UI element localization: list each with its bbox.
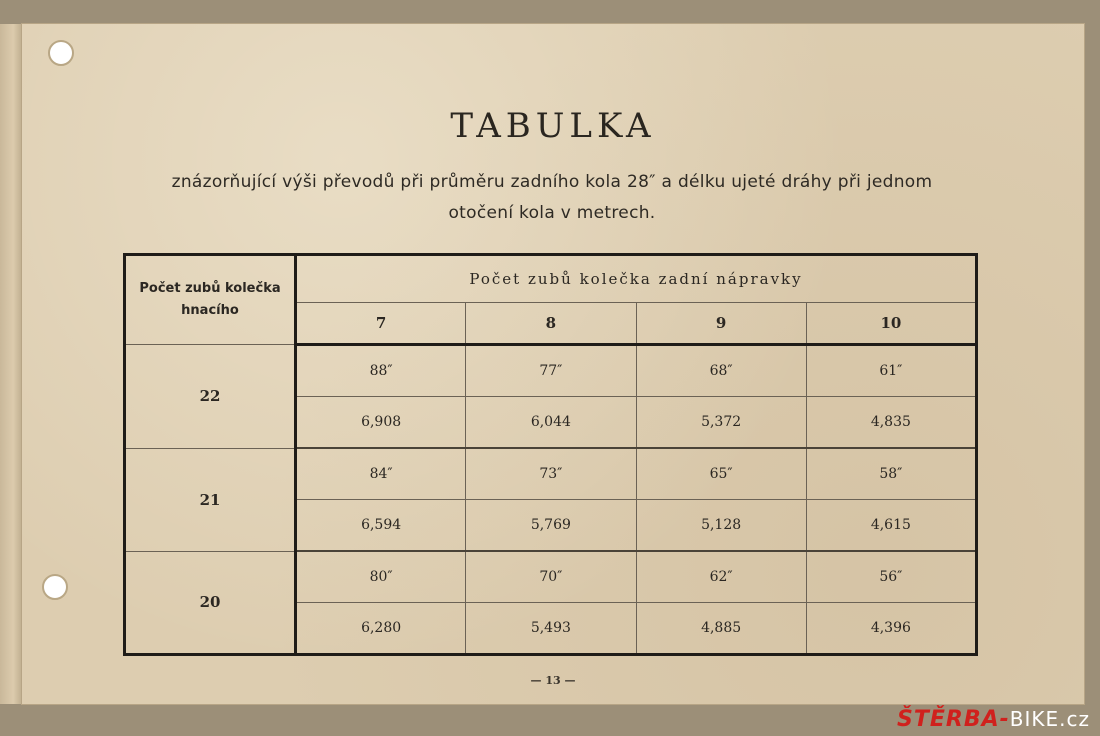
distance-cell: 5,128 [636,500,806,552]
distance-cell: 4,835 [806,397,976,449]
distance-cell: 5,769 [466,500,636,552]
gear-inches-cell: 70″ [466,551,636,603]
rear-teeth-9: 9 [636,303,806,345]
table-row [125,551,977,603]
page-subtitle [132,167,972,229]
gear-inches-cell: 73″ [466,448,636,500]
distance-cell: 6,594 [296,500,466,552]
subtitle-line-2: otočení kola v metrech. [448,203,656,223]
rear-teeth-8: 8 [466,303,636,345]
rear-teeth-10: 10 [806,303,976,345]
driver-teeth-21: 21 [125,448,296,551]
distance-cell: 4,396 [806,603,976,655]
page-number: — 13 — [530,674,576,687]
page-title: TABULKA [450,106,656,146]
binding-hole-bottom [42,574,68,600]
rear-teeth-header: Počet zubů kolečka zadní nápravky [296,255,977,303]
driver-teeth-22: 22 [125,345,296,449]
gear-inches-cell: 61″ [806,345,976,397]
watermark-brand: ŠTĚRBA- [897,707,1010,732]
gear-inches-cell: 77″ [466,345,636,397]
distance-cell: 4,615 [806,500,976,552]
table-row [125,345,977,397]
gear-inches-cell: 56″ [806,551,976,603]
distance-cell: 6,908 [296,397,466,449]
distance-cell: 5,372 [636,397,806,449]
gear-inches-cell: 68″ [636,345,806,397]
gear-inches-cell: 80″ [296,551,466,603]
distance-cell: 5,493 [466,603,636,655]
gear-inches-cell: 58″ [806,448,976,500]
distance-cell: 6,280 [296,603,466,655]
subtitle-line-1: znázorňující výši převodů při průměru zadního kola 28″ a délku ujeté dráhy při jednom [171,172,933,192]
driver-teeth-20: 20 [125,551,296,655]
booklet-page [22,24,1084,704]
booklet-spine [0,24,23,704]
distance-cell: 6,044 [466,397,636,449]
table-row [125,448,977,500]
binding-hole-top [48,40,74,66]
gear-inches-cell: 88″ [296,345,466,397]
gear-ratio-table [123,253,978,656]
rear-teeth-7: 7 [296,303,466,345]
driver-teeth-header: Počet zubů kolečka hnacího [125,255,296,345]
distance-cell: 4,885 [636,603,806,655]
gear-inches-cell: 62″ [636,551,806,603]
watermark-suffix: BIKE.cz [1009,707,1090,731]
gear-inches-cell: 84″ [296,448,466,500]
site-watermark [897,707,1090,732]
gear-inches-cell: 65″ [636,448,806,500]
